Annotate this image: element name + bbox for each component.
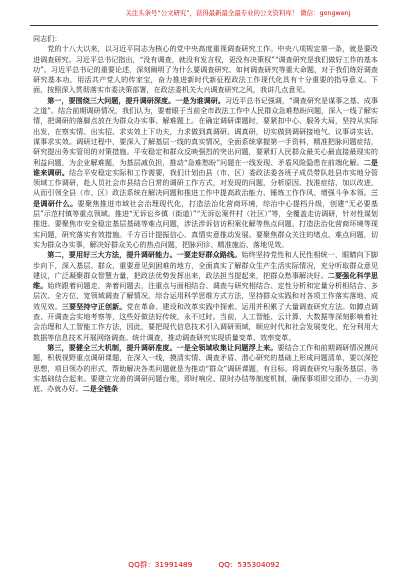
document-body <box>33 34 378 540</box>
section-heading-second: 第二，要用好三大方法，提升调研能力。一要走好群众路线。 <box>47 250 242 260</box>
subheading-innovation: 三要坚持守正创新。 <box>61 301 127 311</box>
paragraph-text: 习近平总书记强调，“调查研究是谋事之基、成事之道”。结合前期调研情况，我们认为，要着眼于当前全市政法工作中人民群众急难愁盼问题，深入一线了解实情，把调研的落脚点放在为群众办实事、解难题上。在确定调研课题时，要紧扣中心、服务大局，坚持从实际出发，在察实情、出实招、求实效上下功夫，力求做到真调研、调真研，切实做到调研接地气、议事讲实话、谋事求实效。调研过程中，要深入了解基层一线的真实情况，全面系统掌握第一手资料，精准把脉问题症结，研究提出务实管用的对策措施。平安稳定和群众反映强烈的突出问题，要紧盯人民群众最关心最直接最现实的利益问题，为企业解难题，为基层减负担，推动“急难愁盼”问题在一线发现、矛盾风险隐患在前端化解。 <box>33 95 378 167</box>
subheading-who: 二是谁来调研。 <box>33 157 378 177</box>
header-divider <box>30 25 378 26</box>
paragraph-third-section <box>33 343 378 394</box>
header-banner: 关注头条号“公文研究”，获得最新最全最专业的公文资料库！ 微信：gongwenj <box>125 9 351 17</box>
paragraph-text: 党在革命、建设和改革实践中探索、运用并积累了大量调查研究方法。如蹲点调查、开调查会实地考察等，这些好做法好传统，永不过时。当前，人工智能、云计算、大数据等深刻影响着社会治理和人工智能工作方法，因此，要把现代信息技术引入调研领域，顺应时代和社会发展变化，充分利用大数据等信息技术开展网络调查。统计调查，推动调查研究实现质量变革、效率变革。 <box>33 301 378 342</box>
subheading-chain: 二是全链条 <box>82 384 119 394</box>
section-heading-third: 第三，要健全三大机制，提升调研准度。一是全领域收集让问题浮上来。 <box>47 342 278 352</box>
paragraph-text: 结合平安稳定实际和工作需要，我们计划由县（市、区）委政法委各班子成员带队赴县市实地分管领域工作调研，赴人员社会市县结合日常的调研工作方式，对发现的问题，分析原因、找准症结、加以改进，从而引领全县（市、区）政法系统在解决问题和推进工作中提高政治能力、锤炼工作作风、增强斗争本领。 <box>33 167 378 198</box>
paragraph-text: 始终坚持党性和人民性相统一，眼睛向下脚步向下，深入基层、群众，重要意见到困难的地方，全面真实了解群众生产生活实际情况，充分听取群众意见建议，广泛凝聚群众智慧力量，把政法优势发挥出来，政法担当提起来，把群众愁事解决好。 <box>33 250 378 280</box>
salutation: 同志们： <box>33 34 62 43</box>
footer-qq-group: QQ群：31991489 <box>128 560 193 569</box>
footer-contact <box>0 559 408 570</box>
paragraph-intro: 党的十八大以来，以习近平同志为核心的党中央高度重视调查研究工作。中央八项规定第一条，就是要改进调查研究。习近平总书记指出，“没有调查，就没有发言权，更没有决策权”“调查研究是我们做好工作的基本功”。习近平总书记的重要论述，深刻阐明了为什么要调查研究、如何调查研究等重大命题，对于我们练好调查研究基本功，用活共产党人的传家宝，奋力推进新时代新征程政法工作现代化具有十分重要的指导意义。下面，按照深入贯彻落实市委决策部署，在政法委机关大兴调查研究之风，我讲几点意见。 <box>33 44 378 95</box>
subheading-what: 三是调研什么。 <box>33 188 378 208</box>
subheading-science: 二要强化科学思维。 <box>33 270 378 291</box>
section-heading-first: 第一，要围绕三大问题，提升调研深度。一是为谁调研。 <box>47 95 226 105</box>
paragraph-text: 要结合工作和前期调研情况摸问题，积极视野重点调研课题，在深入一线，摸清实情、调查矛盾、潜心研究的基础上形成问题清单，要以深挖思想，项目领办的形式，帮助解决各类问题就是为推动“群众”调研课题，有目标。将调查研究与服务基层、务实基础结合起来。要建立完善的调研问题台账，即时响应、限时办结等制度机制，确保事项即交即办，一办到底、办就办好。 <box>33 342 378 394</box>
paragraph-first-section <box>33 96 378 250</box>
footer-qq: QQ：535304092 <box>218 560 280 569</box>
paragraph-second-section <box>33 250 378 343</box>
paragraph-text: 始终跟着问题走，奔着问题去，注重点与面相结合、调查与研究相结合、定性分析和定量分析相结合、多层次、全方位、宽领域调查了解情况，综合运用科学思维方式方法，坚持群众实践和对各项工作落实落地、成效见效。 <box>33 281 378 311</box>
paragraph-text: 要聚焦推进市域社会治理现代化，打造法治化营商环境，综治中心提档升级，创建“无必要基层”示范村镇等重点领域。推进“无诉讼乡镇（街道）”“无诉讼案件村（社区）”等，全覆盖走访调研，针对性谋划推进。要聚焦市安全稳定基层基础等难点问题，涉法涉诉信访积案化解等焦点问题、打造法治化营商环境等现实问题，研究落实有效措施。千方百计提振信心、真情实意推动发展。要聚焦群众关注的堵点、难点问题，切实为群众办实事，解决好群众关心的热点问题，把脉问诊、精准施治、落地见效。 <box>33 198 378 249</box>
